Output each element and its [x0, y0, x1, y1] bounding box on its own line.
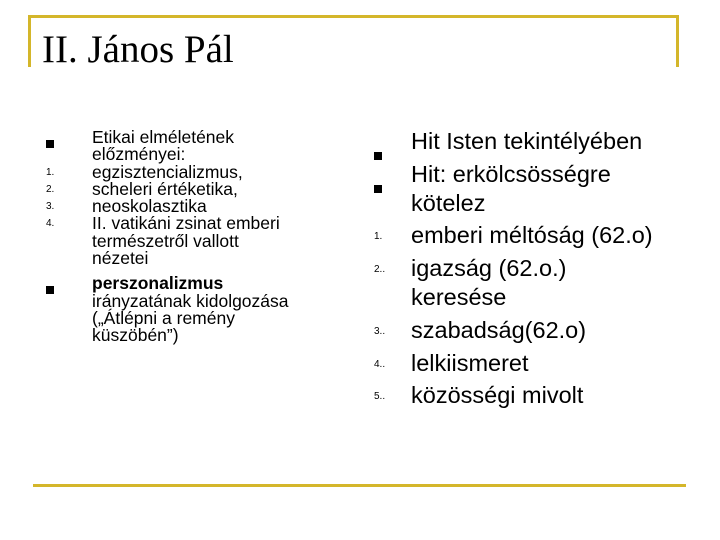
item-line: közösségi mivolt: [411, 382, 584, 409]
item-number: 2..: [374, 264, 386, 276]
item-number: 1.: [46, 166, 55, 178]
item-line: szabadság(62.o): [411, 316, 587, 343]
item-line: küszöbén”): [92, 325, 179, 346]
list-item: [374, 221, 684, 250]
item-line: perszonalizmus: [92, 273, 224, 294]
slide-title: II. János Pál: [42, 28, 234, 71]
frame-bottom-rule: [33, 484, 686, 487]
square-bullet-icon: [374, 171, 382, 200]
frame-right-rule: [676, 15, 679, 67]
item-line: Etikai elméletének: [92, 127, 235, 147]
list-item: [374, 160, 684, 218]
item-line: kötelez: [411, 189, 486, 216]
item-number: 1.: [374, 231, 383, 243]
list-item: [46, 275, 346, 344]
frame-left-rule: [28, 15, 31, 67]
list-item: [374, 316, 684, 345]
item-line: scheleri értéketika,: [92, 178, 238, 199]
item-line: II. vatikáni zsinat emberi: [92, 213, 280, 234]
item-line: keresése: [411, 283, 507, 310]
item-line: igazság (62.o.): [411, 255, 567, 282]
left-bullet-list: [46, 129, 346, 345]
list-item: [374, 349, 684, 378]
item-number: 5..: [374, 391, 386, 403]
list-item: [46, 215, 346, 267]
list-item: [374, 254, 684, 312]
item-number: 4.: [46, 218, 55, 230]
item-line: előzményei:: [92, 144, 186, 165]
square-bullet-icon: [46, 134, 54, 151]
list-item: [46, 129, 346, 164]
item-line: nézetei: [92, 248, 149, 269]
item-line: irányzatának kidolgozása: [92, 290, 289, 311]
frame-top-rule: [28, 15, 679, 18]
item-line: lelkiismeret: [411, 349, 529, 376]
item-line: természetről vallott: [92, 230, 239, 251]
right-bullet-list: [374, 127, 684, 410]
square-bullet-icon: [46, 280, 54, 297]
item-line: Hit: erkölcsösségre: [411, 160, 611, 187]
item-number: 3.: [46, 201, 55, 213]
item-line: emberi méltóság (62.o): [411, 222, 653, 249]
item-number: 2.: [46, 183, 55, 195]
list-item: [374, 127, 684, 156]
item-line: („Átlépni a remény: [92, 307, 235, 328]
item-number: 3..: [374, 325, 386, 337]
item-line: neoskolasztika: [92, 196, 207, 217]
item-number: 4..: [374, 358, 386, 370]
item-line: egzisztencializmus,: [92, 161, 243, 182]
item-line: Hit Isten tekintélyében: [411, 128, 643, 154]
list-item: [374, 381, 684, 410]
